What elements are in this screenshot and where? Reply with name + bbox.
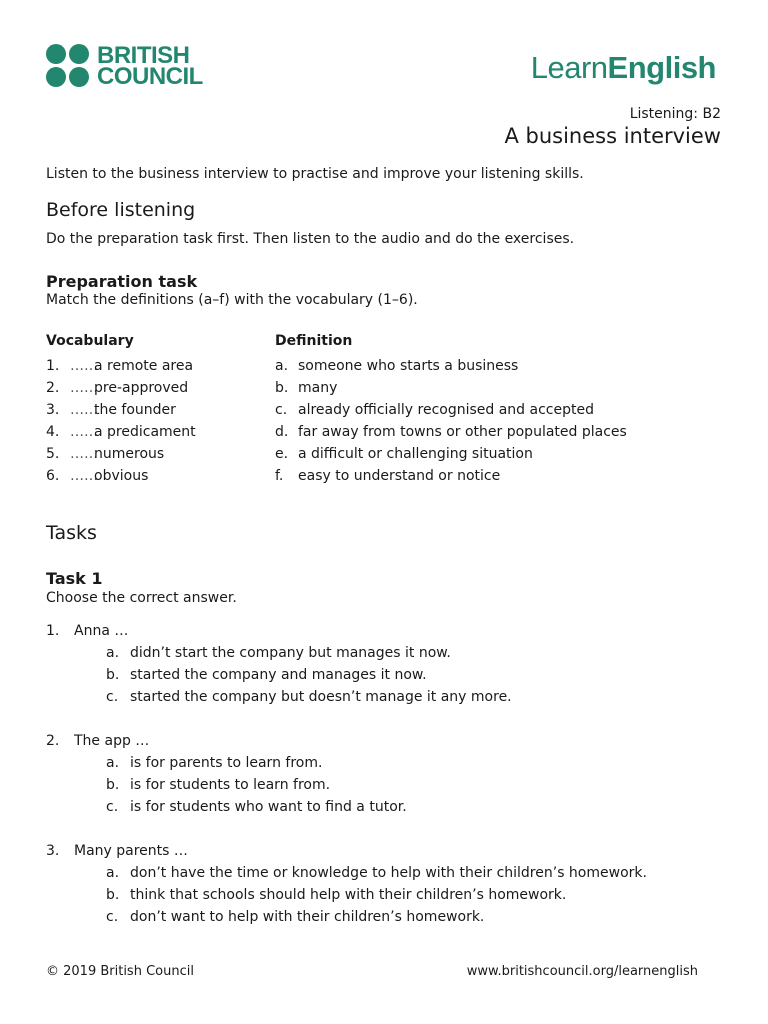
council-line2: COUNCIL xyxy=(97,62,203,90)
learn-part1: Learn xyxy=(530,50,608,85)
vocab-item: 6. ……obvious xyxy=(46,468,149,484)
footer-url[interactable]: www.britishcouncil.org/learnenglish xyxy=(466,964,698,979)
preparation-task-heading: Preparation task xyxy=(46,272,198,291)
answer-option: a. didn’t start the company but manages it now. xyxy=(106,645,451,661)
task1-instruction: Choose the correct answer. xyxy=(46,590,237,606)
question-stem: 3. Many parents … xyxy=(46,843,188,859)
answer-option: b. think that schools should help with their children’s homework. xyxy=(106,887,567,903)
answer-option: c. is for students who want to find a tutor. xyxy=(106,799,407,815)
answer-option: a. don’t have the time or knowledge to help with their children’s homework. xyxy=(106,865,647,881)
answer-option: b. started the company and manages it now. xyxy=(106,667,427,683)
tasks-heading: Tasks xyxy=(46,522,97,544)
vocab-item: 2. ……pre-approved xyxy=(46,380,189,396)
definition-item: a. someone who starts a business xyxy=(275,358,519,374)
vocab-item: 5. ……numerous xyxy=(46,446,165,462)
answer-option: c. don’t want to help with their children’s homework. xyxy=(106,909,485,925)
definition-item: b. many xyxy=(275,380,338,396)
british-council-logo xyxy=(46,41,203,90)
page-title: A business interview xyxy=(504,124,721,148)
question-stem: 2. The app … xyxy=(46,733,150,749)
definition-header: Definition xyxy=(275,333,353,349)
answer-option: b. is for students to learn from. xyxy=(106,777,331,793)
before-listening-text: Do the preparation task first. Then listen to the audio and do the exercises. xyxy=(46,231,575,247)
intro-text: Listen to the business interview to practise and improve your listening skills. xyxy=(46,166,584,182)
learn-part2: English xyxy=(607,50,716,85)
vocab-item: 3. ……the founder xyxy=(46,402,176,418)
answer-option: c. started the company but doesn’t manage it any more. xyxy=(106,689,512,705)
council-line1: BRITISH xyxy=(97,41,190,69)
answer-option: a. is for parents to learn from. xyxy=(106,755,323,771)
vocab-item: 1. ……a remote area xyxy=(46,358,194,374)
vocabulary-header: Vocabulary xyxy=(46,333,134,349)
definition-item: e. a difficult or challenging situation xyxy=(275,446,533,462)
definition-item: d. far away from towns or other populated places xyxy=(275,424,627,440)
question-stem: 1. Anna … xyxy=(46,623,129,639)
preparation-instruction: Match the definitions (a–f) with the vocabulary (1–6). xyxy=(46,292,418,308)
level-label: Listening: B2 xyxy=(629,106,721,122)
definition-item: f. easy to understand or notice xyxy=(275,468,501,484)
learnenglish-logo xyxy=(531,50,716,86)
british-council-dots-icon xyxy=(46,44,89,87)
vocab-item: 4. ……a predicament xyxy=(46,424,196,440)
footer-copyright: © 2019 British Council xyxy=(46,964,194,979)
definition-item: c. already officially recognised and accepted xyxy=(275,402,594,418)
before-listening-heading: Before listening xyxy=(46,199,196,221)
task1-heading: Task 1 xyxy=(46,569,103,588)
